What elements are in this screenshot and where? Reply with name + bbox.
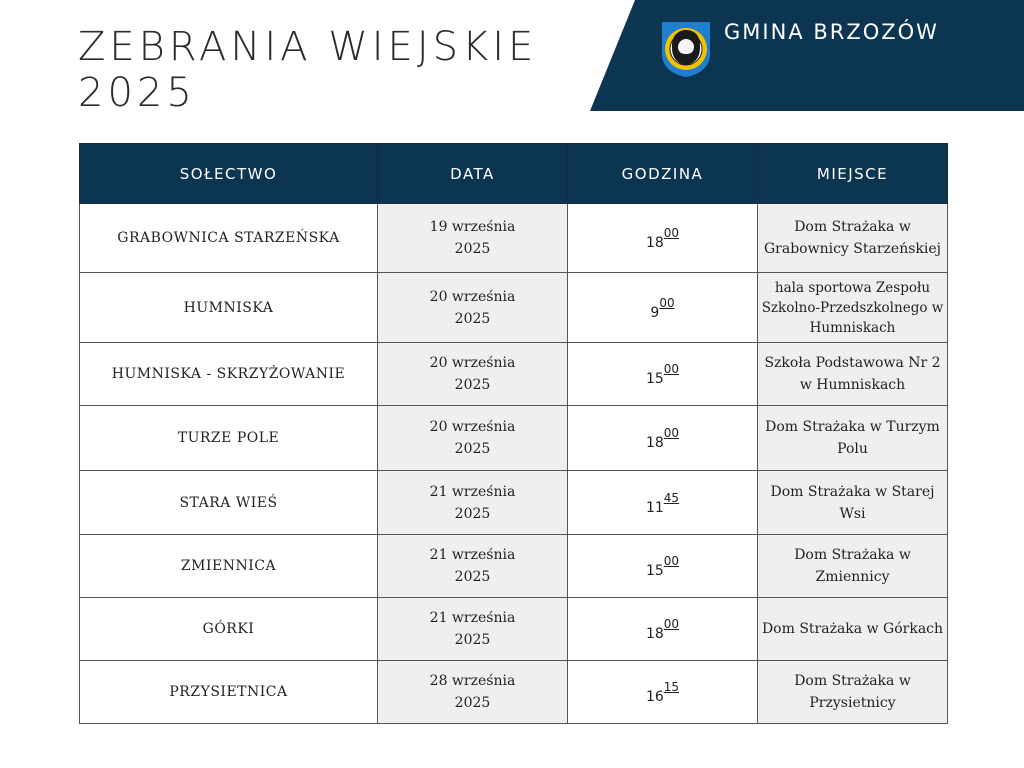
place-cell: Szkoła Podstawowa Nr 2 w Humniskach xyxy=(758,343,948,406)
place-cell: hala sportowa Zespołu Szkolno-Przedszkolnego w Humniskach xyxy=(758,273,948,343)
column-header-village: SOŁECTWO xyxy=(80,144,378,204)
place-cell: Dom Strażaka w Grabownicy Starzeńskiej xyxy=(758,204,948,273)
village-cell: PRZYSIETNICA xyxy=(80,661,378,724)
table-row xyxy=(80,598,948,661)
date-cell: 19 września 2025 xyxy=(378,204,568,273)
place-cell: Dom Strażaka w Przysietnicy xyxy=(758,661,948,724)
title-line-2: 2025 xyxy=(78,70,196,116)
village-cell: STARA WIEŚ xyxy=(80,471,378,535)
table-row xyxy=(80,204,948,273)
village-cell: HUMNISKA - SKRZYŻOWANIE xyxy=(80,343,378,406)
column-header-place: MIEJSCE xyxy=(758,144,948,204)
village-cell: ZMIENNICA xyxy=(80,535,378,598)
meetings-table xyxy=(79,143,948,724)
table-header-row xyxy=(80,144,948,204)
village-cell: GRABOWNICA STARZEŃSKA xyxy=(80,204,378,273)
page-title xyxy=(78,24,537,116)
table-row xyxy=(80,535,948,598)
column-header-time: GODZINA xyxy=(568,144,758,204)
village-cell: GÓRKI xyxy=(80,598,378,661)
place-cell: Dom Strażaka w Górkach xyxy=(758,598,948,661)
time-cell: $15^{00}$ xyxy=(568,535,758,598)
time-cell: $18^{00}$ xyxy=(568,406,758,471)
date-cell: 28 września 2025 xyxy=(378,661,568,724)
time-cell: $18^{00}$ xyxy=(568,204,758,273)
place-cell: Dom Strażaka w Zmiennicy xyxy=(758,535,948,598)
coat-of-arms-icon xyxy=(660,20,712,78)
brand-name: GMINA BRZOZÓW xyxy=(724,20,939,44)
table-row xyxy=(80,661,948,724)
table-row xyxy=(80,406,948,471)
date-cell: 20 września 2025 xyxy=(378,343,568,406)
village-cell: HUMNISKA xyxy=(80,273,378,343)
table-row xyxy=(80,471,948,535)
time-cell: $15^{00}$ xyxy=(568,343,758,406)
place-cell: Dom Strażaka w Turzym Polu xyxy=(758,406,948,471)
time-cell: $18^{00}$ xyxy=(568,598,758,661)
village-cell: TURZE POLE xyxy=(80,406,378,471)
date-cell: 20 września 2025 xyxy=(378,406,568,471)
brand-banner xyxy=(590,0,1024,111)
date-cell: 21 września 2025 xyxy=(378,535,568,598)
time-cell: $11^{45}$ xyxy=(568,471,758,535)
table-row xyxy=(80,273,948,343)
title-line-1: ZEBRANIA WIEJSKIE xyxy=(78,24,538,70)
time-cell: $9^{00}$ xyxy=(568,273,758,343)
table-row xyxy=(80,343,948,406)
date-cell: 20 września 2025 xyxy=(378,273,568,343)
place-cell: Dom Strażaka w Starej Wsi xyxy=(758,471,948,535)
date-cell: 21 września 2025 xyxy=(378,598,568,661)
date-cell: 21 września 2025 xyxy=(378,471,568,535)
time-cell: $16^{15}$ xyxy=(568,661,758,724)
column-header-date: DATA xyxy=(378,144,568,204)
